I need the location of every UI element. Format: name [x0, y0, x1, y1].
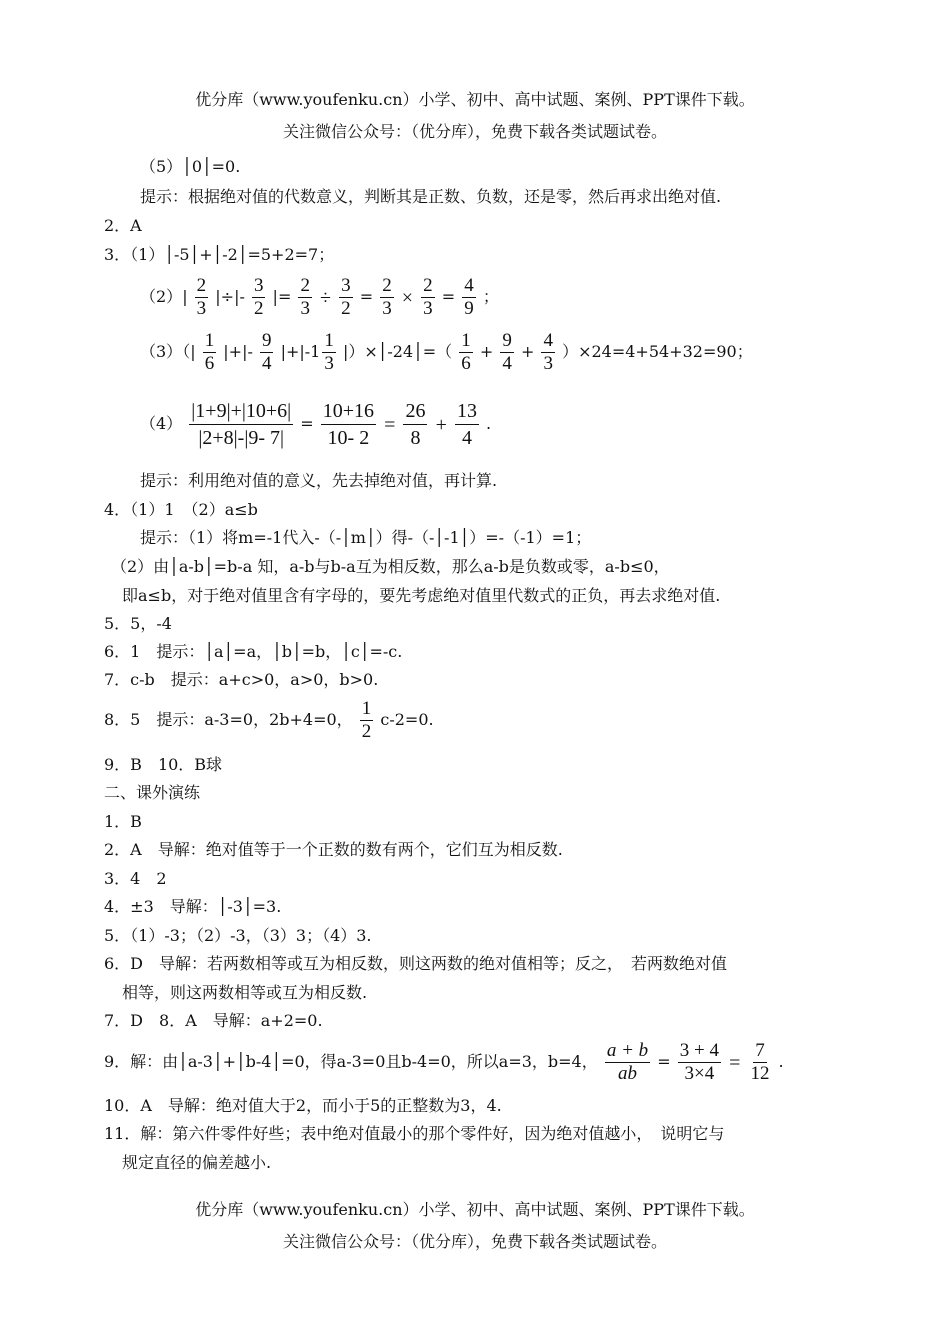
q4-f3-num: 26	[403, 398, 427, 425]
q4-equals-2: =	[384, 413, 396, 436]
q2-f6-den: 3	[423, 298, 433, 319]
q3-plus-1: +	[479, 342, 494, 361]
q3-plus-abs-1: |+|-	[223, 342, 253, 361]
q4-f2-num: 10+16	[321, 398, 376, 425]
q3-f6-den: 3	[543, 353, 553, 374]
header-line-1: 优分库（www.youfenku.cn）小学、初中、高中试题、案例、PPT课件下载。	[195, 90, 755, 109]
ex-answer-10: 10．A 导解：绝对值大于2，而小于5的正整数为3，4.	[104, 1096, 502, 1115]
q3-fraction-1	[203, 330, 217, 375]
q2-f3-num: 2	[300, 275, 310, 296]
q4-equals-1: =	[300, 414, 314, 433]
q4-f1-den: |2+8|-|9- 7|	[198, 427, 285, 449]
q3-plus-2: +	[520, 342, 535, 361]
q2-label: （2）	[140, 287, 183, 306]
ex-answer-7-8: 7．D 8．A 导解：a+2=0.	[104, 1011, 323, 1030]
q3-fraction-6	[541, 330, 555, 375]
ex-answer-11-cont: 规定直径的偏差越小.	[122, 1153, 272, 1172]
q3-f2-den: 4	[261, 353, 272, 374]
q3-open: （|	[182, 342, 196, 361]
q3-fraction-2	[260, 330, 274, 375]
q9-f1-num: a + b	[606, 1040, 649, 1061]
q9-f1-den: ab	[618, 1063, 637, 1084]
ex-answer-9	[104, 1036, 784, 1089]
q3-f3-den: 3	[324, 353, 334, 374]
ex-answer-6: 6．D 导解：若两数相等或互为相反数，则这两数的绝对值相等；反之， 若两数绝对值	[104, 954, 728, 973]
q2-f7-num: 4	[464, 275, 474, 296]
q4-f1-num: |1+9|+|10+6|	[189, 398, 293, 425]
q2-equals-2: =	[359, 287, 374, 306]
q4-fraction-3	[403, 398, 427, 451]
q3-tail: ）×24=4+54+32=90；	[562, 342, 753, 361]
hint-4-3: 即a≤b，对于绝对值里含有字母的，要先考虑绝对值里代数式的正负，再去求绝对值.	[122, 586, 721, 605]
q4-f2-den: 10- 2	[327, 427, 370, 449]
q3-f4-num: 1	[461, 330, 471, 351]
q9-equals-1: =	[657, 1052, 671, 1071]
q2-f1-num: 2	[196, 275, 207, 296]
q2-bar-open: |	[182, 287, 188, 306]
ex-answer-6-cont: 相等，则这两数相等或互为相反数.	[122, 983, 368, 1002]
answer-8	[104, 696, 434, 744]
q2-fraction-2	[252, 275, 266, 320]
q4-f4-num: 13	[455, 398, 479, 425]
q2-fraction-3	[298, 275, 312, 320]
q4-f3-den: 8	[410, 427, 421, 449]
q2-fraction-4	[339, 275, 353, 320]
q2-equals-1: |=	[272, 287, 292, 306]
q2-f2-den: 2	[253, 298, 264, 319]
q9-f2-num: 3 + 4	[679, 1040, 719, 1061]
q8-fraction	[360, 698, 374, 743]
answer-6: 6．1 提示：│a│=a，│b│=b，│c│=-c.	[104, 642, 403, 661]
q2-f2-num: 3	[253, 275, 264, 296]
q2-divide-sign: ÷	[320, 286, 332, 309]
ex-answer-1: 1．B	[104, 812, 142, 831]
q3-f4-den: 6	[461, 353, 471, 374]
q9-equals-2: =	[729, 1051, 741, 1074]
answer-3-1: 3．（1）│-5│+│-2│=5+2=7；	[104, 245, 335, 264]
q2-times-sign: ×	[401, 286, 414, 309]
answer-3-3	[140, 328, 753, 376]
q2-fraction-6	[421, 275, 435, 320]
q2-fraction-1	[195, 275, 209, 320]
q2-f4-num: 3	[341, 275, 351, 296]
ex-answer-4: 4．±3 导解：│-3│=3.	[104, 897, 282, 916]
answer-2: 2．A	[104, 216, 142, 235]
q9-end: .	[778, 1052, 784, 1071]
q9-f3-num: 7	[755, 1040, 765, 1061]
q3-f2-num: 9	[261, 330, 272, 351]
hint-3: 提示：利用绝对值的意义，先去掉绝对值，再计算.	[140, 471, 498, 490]
q3-f5-den: 4	[502, 353, 512, 374]
q4-f4-den: 4	[461, 427, 472, 449]
q4-plus: +	[435, 413, 447, 436]
q3-fraction-3	[322, 330, 336, 375]
q9-f3-den: 12	[750, 1063, 770, 1084]
q3-f1-den: 6	[204, 353, 215, 374]
ex-answer-5: 5．（1）-3；（2）-3，（3）3；（4）3.	[104, 926, 372, 945]
q2-f4-den: 2	[341, 298, 351, 319]
q2-f1-den: 3	[196, 298, 207, 319]
answer-7: 7．c-b 提示：a+c>0，a>0，b>0.	[104, 670, 379, 689]
q3-times-abs: |）×│-24│=（	[342, 342, 453, 361]
q2-f7-den: 9	[464, 298, 474, 319]
q4-fraction-4	[455, 398, 479, 451]
q9-fraction-2	[678, 1040, 721, 1085]
answer-1-5: （5）│0│=0.	[140, 157, 241, 176]
q3-f5-num: 9	[502, 330, 512, 351]
q8-f-den: 2	[361, 721, 372, 742]
q2-end: ；	[482, 287, 499, 306]
section-heading: 二、课外演练	[104, 783, 201, 802]
answer-3-4	[140, 394, 491, 455]
answer-3-2	[140, 273, 499, 322]
q2-f5-den: 3	[382, 298, 392, 319]
hint-4-1: 提示：（1）将m=-1代入-（-│m│）得-（-│-1│）=-（-1）=1；	[140, 528, 592, 547]
footer-line-2: 关注微信公众号：（优分库），免费下载各类试题试卷。	[282, 1232, 667, 1251]
ex-answer-3: 3．4 2	[104, 869, 167, 888]
q2-f5-num: 2	[382, 275, 392, 296]
q3-label: （3）	[140, 342, 183, 361]
q2-f3-den: 3	[300, 298, 310, 319]
answer-5: 5．5，-4	[104, 614, 172, 633]
q3-f3-num: 1	[324, 330, 334, 351]
q9-fraction-3	[748, 1040, 771, 1085]
q3-plus-abs-2: |+|-1	[280, 342, 321, 361]
q2-f6-num: 2	[423, 275, 433, 296]
answer-4: 4．（1）1 （2）a≤b	[104, 500, 258, 519]
footer-line-1: 优分库（www.youfenku.cn）小学、初中、高中试题、案例、PPT课件下载。	[195, 1200, 755, 1219]
q2-divide-abs: |÷|-	[215, 287, 245, 306]
q4-fraction-1	[189, 398, 293, 451]
ex-answer-11: 11．解：第六件零件好些；表中绝对值最小的那个零件好，因为绝对值越小， 说明它与	[104, 1124, 725, 1143]
answer-9-10: 9．B 10．B球	[104, 755, 223, 774]
q4-end: .	[486, 414, 492, 433]
q9-pre: 9．解：由│a-3│+│b-4│=0，得a-3=0且b-4=0，所以a=3，b=4，	[104, 1052, 598, 1071]
q2-fraction-5	[380, 275, 394, 320]
q3-f6-num: 4	[543, 330, 553, 351]
q2-fraction-7	[462, 275, 476, 320]
q8-pre: 8．5 提示：a-3=0，2b+4=0，	[104, 710, 353, 729]
hint-4-2: （2）由│a-b│=b-a 知，a-b与b-a互为相反数，那么a-b是负数或零，a-b≤0，	[111, 557, 670, 576]
q4-fraction-2	[321, 398, 376, 451]
q3-fraction-4	[459, 330, 473, 375]
header-line-2: 关注微信公众号：（优分库），免费下载各类试题试卷。	[282, 122, 667, 141]
q2-equals-3: =	[441, 287, 456, 306]
q3-f1-num: 1	[204, 330, 215, 351]
q9-f2-den: 3×4	[684, 1063, 715, 1084]
q8-post: c-2=0.	[380, 710, 434, 729]
hint-1: 提示：根据绝对值的代数意义，判断其是正数、负数，还是零，然后再求出绝对值.	[140, 187, 722, 206]
ex-answer-2: 2．A 导解：绝对值等于一个正数的数有两个，它们互为相反数.	[104, 840, 563, 859]
q9-fraction-1	[605, 1040, 650, 1085]
q3-fraction-5	[500, 330, 514, 375]
q4-label: （4）	[140, 414, 183, 433]
q8-f-num: 1	[361, 698, 372, 719]
